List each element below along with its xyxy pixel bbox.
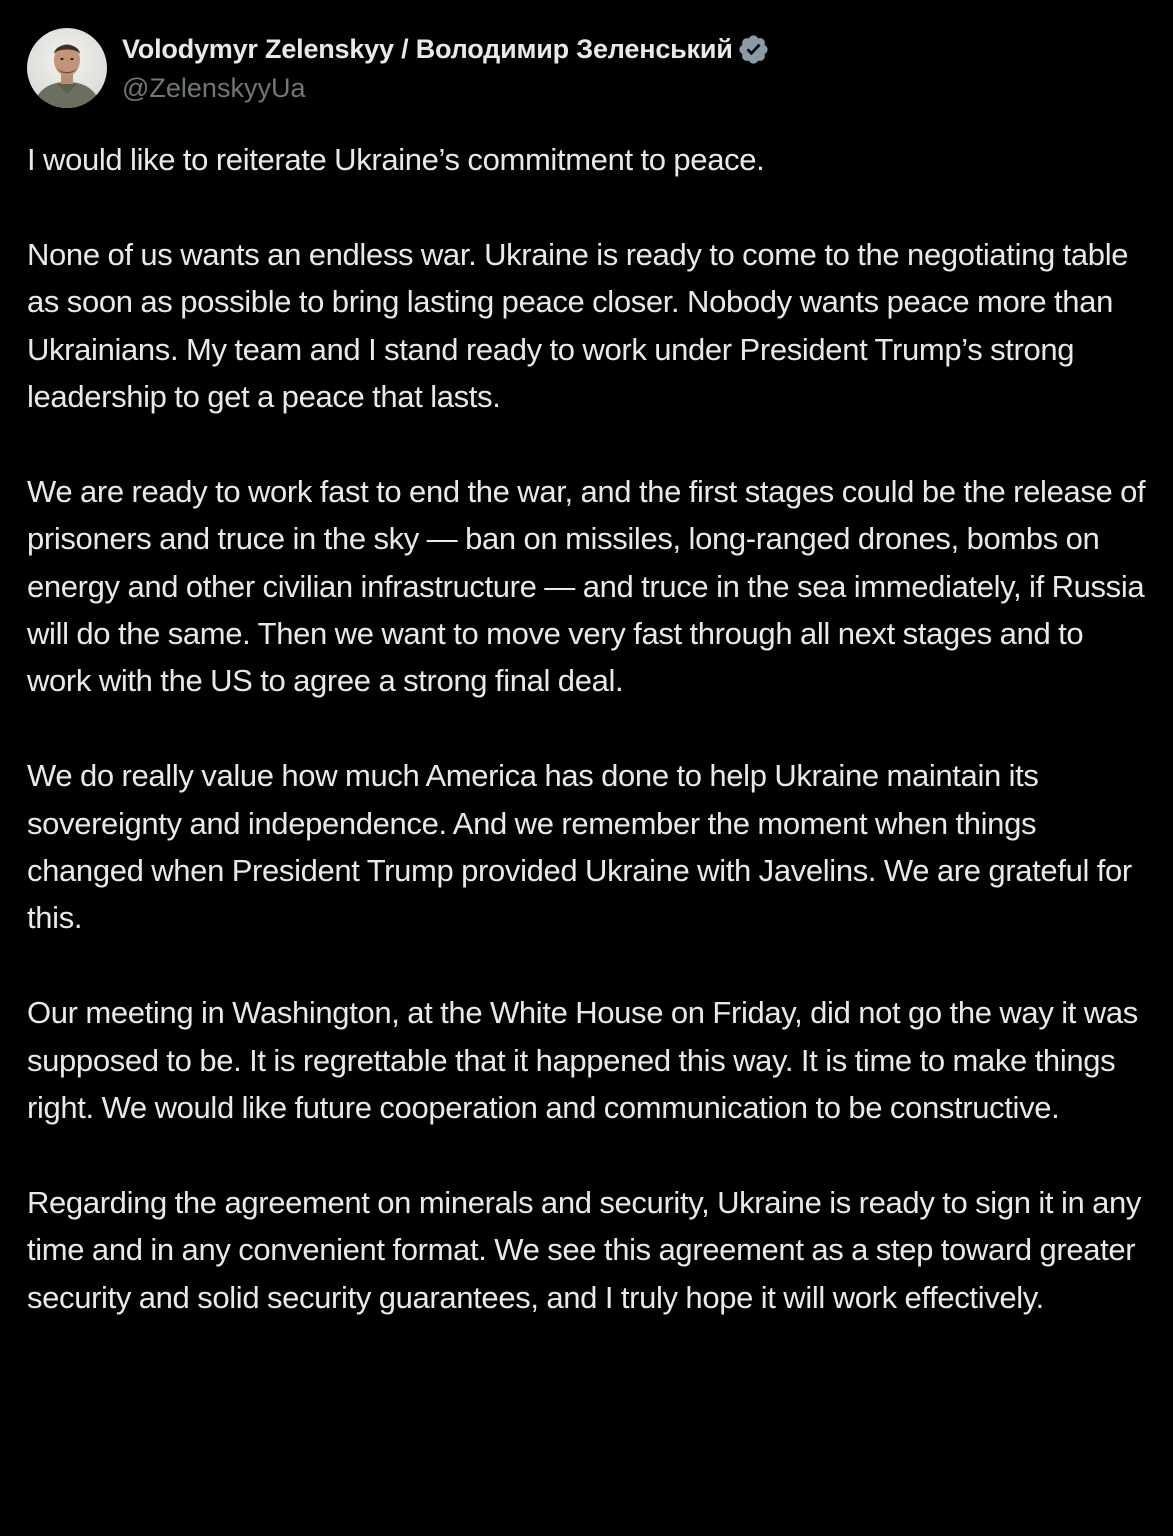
tweet-paragraph: I would like to reiterate Ukraine’s commitment to peace. [27, 142, 765, 177]
author-info [122, 28, 770, 106]
verified-badge-icon[interactable] [737, 33, 770, 66]
avatar-image [27, 28, 107, 108]
avatar[interactable] [27, 28, 107, 108]
tweet-paragraph: We do really value how much America has done to help Ukraine maintain its sovereignty and independence. And we remember the moment when things changed when President Trump provided Ukraine with Javelins. We are grateful for this. [27, 758, 1132, 936]
author-handle[interactable]: @ZelenskyyUa [122, 73, 306, 103]
author-display-name[interactable]: Volodymyr Zelenskyy / Володимир Зеленський [122, 33, 733, 64]
tweet-text [27, 136, 1147, 1321]
name-row [122, 28, 770, 70]
tweet-header [27, 26, 1145, 108]
tweet-paragraph: None of us wants an endless war. Ukraine is ready to come to the negotiating table as soon as possible to bring lasting peace closer. Nobody wants peace more than Ukrainians. My team and I stand ready to work under President Trump’s strong leadership to get a peace that lasts. [27, 236, 1129, 415]
tweet-paragraph: Regarding the agreement on minerals and security, Ukraine is ready to sign it in any time and in any convenient format. We see this agreement as a step toward greater security and solid security guarantees, and I truly hope it will work effectively. [27, 1184, 1142, 1315]
tweet-paragraph: We are ready to work fast to end the war, and the first stages could be the release of prisoners and truce in the sky — ban on missiles, long-ranged drones, bombs on energy and other civilian infrastructure — and truce in the sea immediately, if Russia will do the same. Then we want to move very fast through all next stages and to work with the US to agree a strong final deal. [27, 473, 1146, 699]
tweet-paragraph: Our meeting in Washington, at the White House on Friday, did not go the way it was supposed to be. It is regrettable that it happened this way. It is time to make things right. We would like future cooperation and communication to be constructive. [27, 995, 1138, 1126]
